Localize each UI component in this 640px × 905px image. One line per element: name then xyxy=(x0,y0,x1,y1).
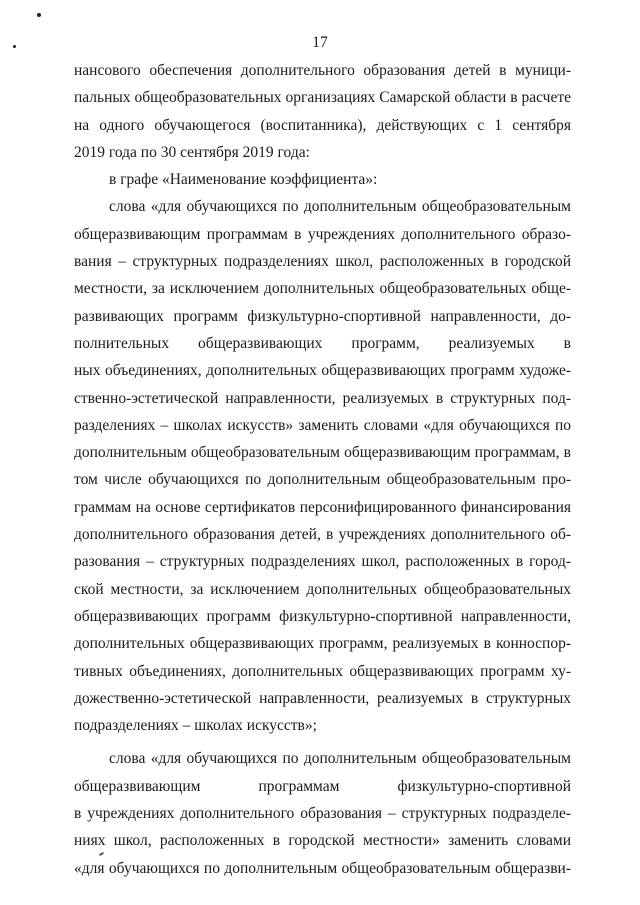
text-line: развивающих программ физкультурно-спортивной направленности, до- xyxy=(74,307,571,325)
text-line: местности, за исключением дополнительных общеобразовательных обще- xyxy=(74,280,571,298)
text-line: дожественно-эстетической направленности, реализуемых в структурных xyxy=(74,689,571,707)
text-line: ных объединениях, дополнительных общеразвивающих программ художе- xyxy=(74,362,571,380)
text-line: нансового обеспечения дополнительного образования детей в муници- xyxy=(74,62,571,79)
text-line: тивных объединениях, дополнительных общеразвивающих программ ху- xyxy=(74,662,571,680)
text-line: ниях школ, расположенных в городской местности» заменить словами xyxy=(74,832,571,850)
text-line: общеразвивающим программам физкультурно-спортивной xyxy=(74,777,571,795)
text-line: вания – структурных подразделениях школ, расположенных в городской xyxy=(74,253,571,271)
text-line: пальных общеобразовательных организациях Самарской области в расчете xyxy=(74,89,571,107)
text-line: «для обучающихся по дополнительным общеобразовательным общеразви- xyxy=(74,859,571,877)
text-line: дополнительных общеразвивающих программ, реализуемых в конноспор- xyxy=(74,635,571,653)
text-line: дополнительного образования детей, в учреждениях дополнительного об- xyxy=(74,526,571,544)
text-line: разования – структурных подразделениях школ, расположенных в город- xyxy=(74,553,571,571)
text-line: ской местности, за исключением дополнительных общеобразовательных xyxy=(74,580,571,598)
text-line: подразделениях – школах искусств»; xyxy=(74,717,317,735)
paragraph xyxy=(74,57,571,166)
text-line: на одного обучающегося (воспитанника), действующих с 1 сентября xyxy=(74,116,571,134)
text-line: дополнительным общеобразовательным общеразвивающим программам, в xyxy=(74,444,571,462)
text-line: том числе обучающихся по дополнительным общеобразовательным про- xyxy=(74,471,571,489)
text-line: ственно-эстетической направленности, реализуемых в структурных под- xyxy=(74,389,571,407)
scan-dot-mark xyxy=(37,13,41,17)
text-line: граммам на основе сертификатов персонифицированного финансирования xyxy=(74,498,571,516)
text-line: разделениях – школах искусств» заменить словами «для обучающихся по xyxy=(74,416,571,434)
text-line: полнительных общеразвивающих программ, реализуемых в xyxy=(74,334,571,352)
paragraph xyxy=(74,166,571,193)
page-number: 17 xyxy=(312,34,328,51)
text-line: слова «для обучающихся по дополнительным общеобразовательным xyxy=(109,198,571,216)
paragraph xyxy=(74,193,571,739)
text-line: в учреждениях дополнительного образования – структурных подразделе- xyxy=(74,805,571,823)
paragraph xyxy=(74,745,571,881)
text-line: 2019 года по 30 сентября 2019 года: xyxy=(74,143,310,161)
text-line: общеразвивающих программ физкультурно-спортивной направленности, xyxy=(74,607,571,625)
text-line: в графе «Наименование коэффициента»: xyxy=(109,171,378,189)
document-body xyxy=(74,57,571,882)
text-line: общеразвивающим программам в учреждениях дополнительного образо- xyxy=(74,225,571,243)
text-line: слова «для обучающихся по дополнительным общеобразовательным xyxy=(109,750,571,768)
